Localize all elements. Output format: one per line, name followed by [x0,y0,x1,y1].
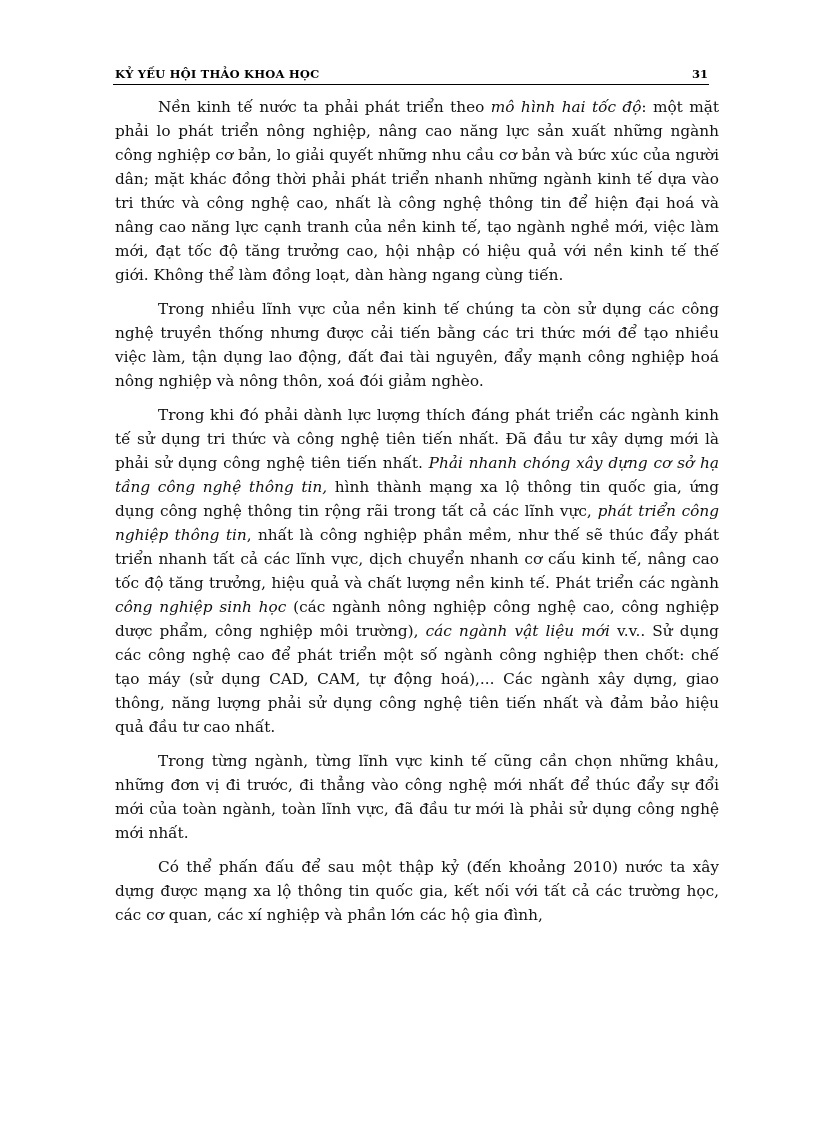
text-run: Nền kinh tế nước ta phải phát triển theo [158,98,491,116]
text-run: Trong nhiều lĩnh vực của nền kinh tế chúng ta còn sử dụng các công nghệ truyền thống nhưng được cải tiến bằng các tri thức mới để tạo nhiều việc làm, tận dụng lao động, đất đai tài nguyên, đẩy mạnh công nghiệp hoá nông nghiệp và nông thôn, xoá đói giảm nghèo. [115,300,719,390]
header-title: KỶ YẾU HỘI THẢO KHOA HỌC [115,67,320,81]
text-run: , nhất là công nghiệp phần mềm, như thế sẽ thúc đẩy phát triển nhanh tất cả các lĩnh vực, dịch chuyển nhanh cơ cấu kinh tế, nâng cao tốc độ tăng trưởng, hiệu quả và chất lượng nền kinh tế. Phát triển các ngành [115,526,720,592]
text-run: hình thành mạng xa lộ thông tin quốc gia, ứng dụng công nghệ thông tin rộng rãi trong tất cả các lĩnh vực, [115,478,719,520]
text-run: Có thể phấn đấu để sau một thập kỷ (đến khoảng 2010) nước ta xây dựng được mạng xa lộ thông tin quốc gia, kết nối với tất cả các trường học, các cơ quan, các xí nghiệp và phần lớn các hộ gia đình, [115,858,719,924]
emphasis-text: phát triển công nghiệp thông tin [115,502,720,544]
paragraph-2 [115,297,719,393]
emphasis-text: các ngành vật liệu mới [425,622,610,640]
page-number: 31 [691,67,708,81]
emphasis-text: công nghiệp sinh học [115,598,287,616]
text-run: (các ngành nông nghiệp công nghệ cao, công nghiệp dược phẩm, công nghiệp môi trường), [115,598,719,640]
emphasis-text: Phải nhanh chóng xây dựng cơ sở hạ tầng công nghệ thông tin, [115,454,719,496]
running-header [113,66,709,85]
paragraph-4 [115,749,719,845]
paragraph-5 [115,855,719,927]
text-run: : một mặt phải lo phát triển nông nghiệp, nâng cao năng lực sản xuất những ngành công nghiệp cơ bản, lo giải quyết những nhu cầu cơ bản và bức xúc của người dân; mặt khác đồng thời phải phát triển nhanh những ngành kinh tế dựa vào tri thức và công nghệ cao, nhất là công nghệ thông tin để hiện đại hoá và nâng cao năng lực cạnh tranh của nền kinh tế, tạo ngành nghề mới, việc làm mới, đạt tốc độ tăng trưởng cao, hội nhập có hiệu quả với nền kinh tế thế giới. Không thể làm đồng loạt, dàn hàng ngang cùng tiến. [115,98,719,284]
paragraph-3 [115,403,719,739]
text-run: v.v.. Sử dụng các công nghệ cao để phát triển một số ngành công nghiệp then chốt: chế tạo máy (sử dụng CAD, CAM, tự động hoá),... Các ngành xây dựng, giao thông, năng lượng phải sử dụng công nghệ tiên tiến nhất và đảm bảo hiệu quả đầu tư cao nhất. [115,622,719,736]
text-run: Trong khi đó phải dành lực lượng thích đáng phát triển các ngành kinh tế sử dụng tri thức và công nghệ tiên tiến nhất. Đã đầu tư xây dựng mới là phải sử dụng công nghệ tiên tiến nhất. [115,406,719,472]
text-run: Trong từng ngành, từng lĩnh vực kinh tế cũng cần chọn những khâu, những đơn vị đi trước, đi thẳng vào công nghệ mới nhất để thúc đẩy sự đổi mới của toàn ngành, toàn lĩnh vực, đã đầu tư mới là phải sử dụng công nghệ mới nhất. [115,752,719,842]
paragraph-1 [115,95,719,287]
body-text [115,95,719,937]
emphasis-text: mô hình hai tốc độ [490,98,642,116]
